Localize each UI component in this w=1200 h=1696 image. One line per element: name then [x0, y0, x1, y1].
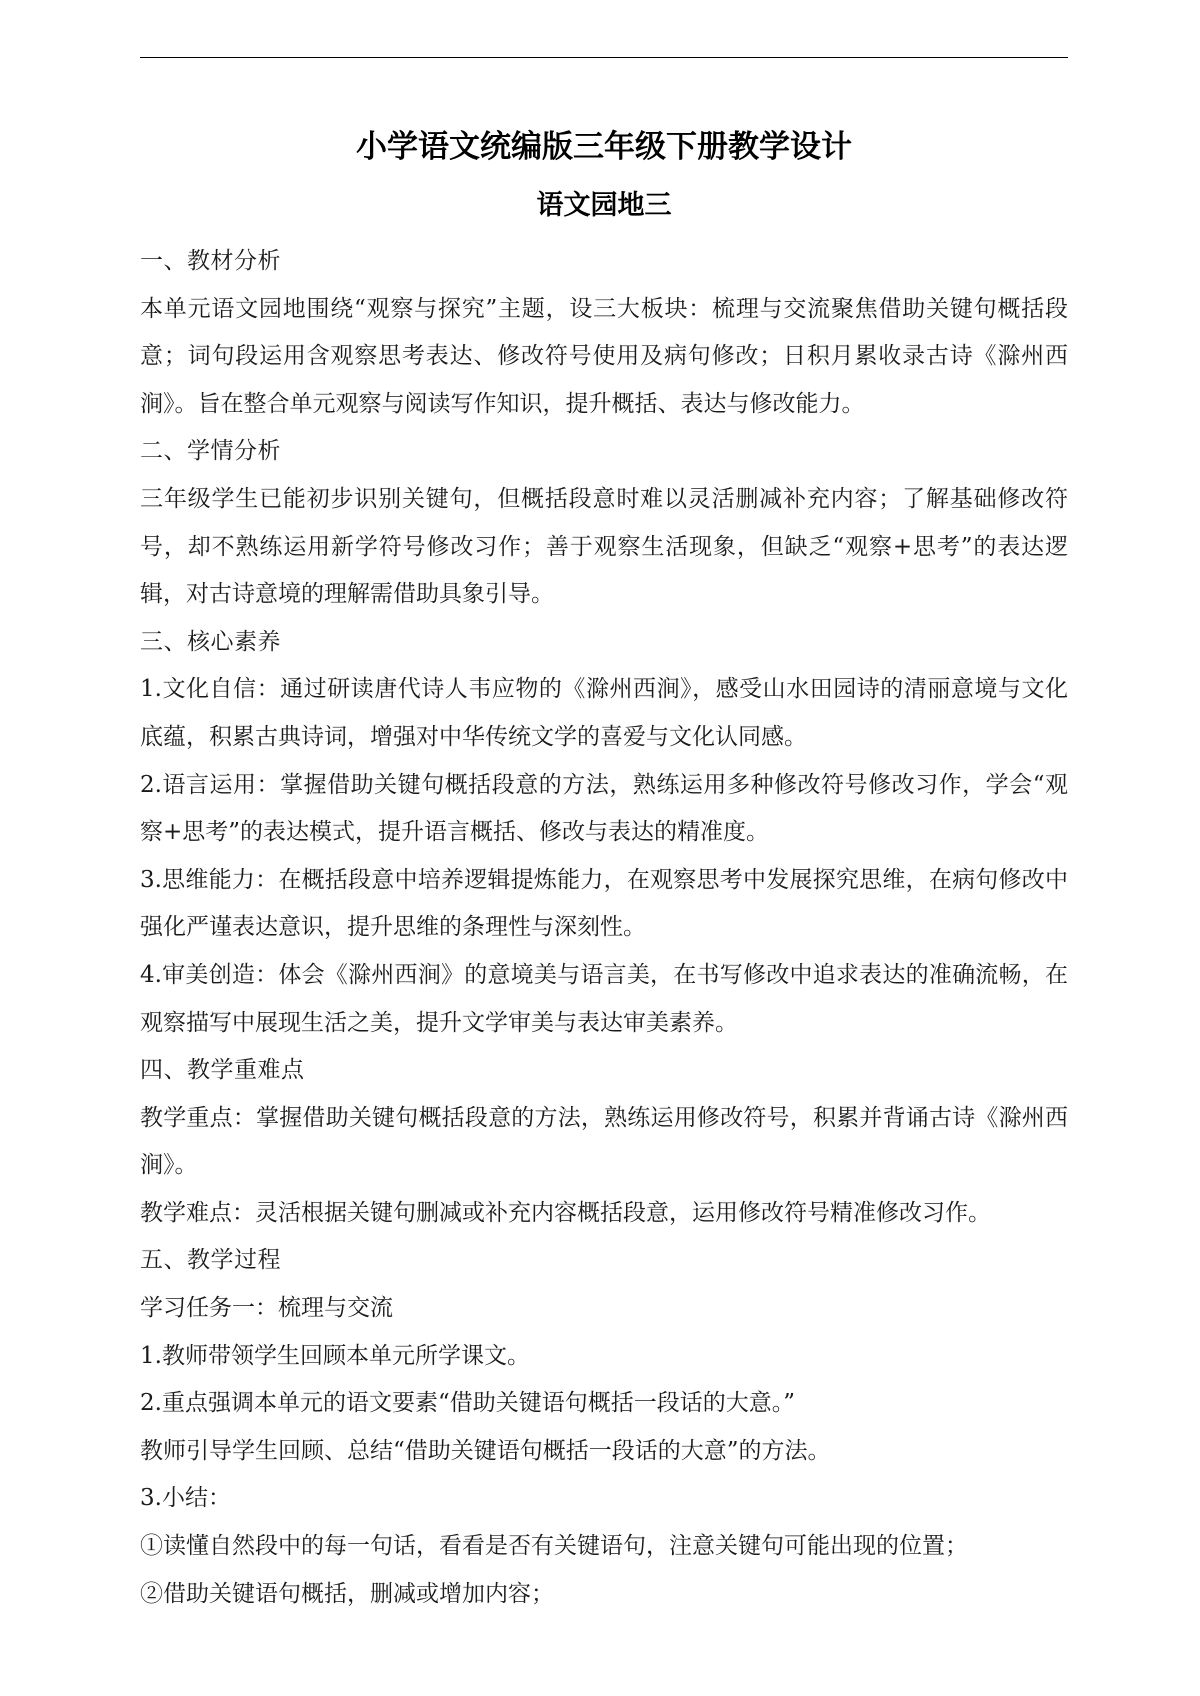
section-heading-core-literacy: 三、核心素养 — [140, 628, 281, 655]
paragraph-teaching-difficulty: 教学难点：灵活根据关键句删减或补充内容概括段意，运用修改符号精准修改习作。 — [140, 1199, 991, 1226]
paragraph-step-2: 2.重点强调本单元的语文要素“借助关键语句概括一段话的大意。” — [140, 1390, 795, 1417]
paragraph-textbook-analysis: 本单元语文园地围绕“观察与探究”主题，设三大板块：梳理与交流聚焦借助关键句概括段意；词句段运用含观察思考表达、修改符号使用及病句修改；日积月累收录古诗《滁州西涧》。旨在整合单元观察与阅读写作知识，提升概括、表达与修改能力。 — [140, 295, 1068, 417]
section-heading-teaching-process: 五、教学过程 — [140, 1247, 281, 1274]
section-heading-textbook-analysis: 一、教材分析 — [140, 248, 281, 274]
paragraph-task-one: 学习任务一：梳理与交流 — [140, 1295, 393, 1322]
section-heading-key-difficulties: 四、教学重难点 — [140, 1057, 305, 1084]
section-heading-student-analysis: 二、学情分析 — [140, 438, 281, 465]
document-content — [140, 118, 1068, 1618]
document-subtitle: 语文园地三 — [536, 190, 672, 221]
paragraph-step-1: 1.教师带领学生回顾本单元所学课文。 — [140, 1342, 530, 1369]
paragraph-teacher-guide: 教师引导学生回顾、总结“借助关键语句概括一段话的大意”的方法。 — [140, 1437, 831, 1464]
paragraph-summary-point-2: ②借助关键语句概括，删减或增加内容； — [140, 1580, 554, 1607]
paragraph-step-3: 3.小结： — [140, 1485, 231, 1512]
document-title: 小学语文统编版三年级下册教学设计 — [356, 129, 852, 165]
paragraph-cultural-confidence: 1.文化自信：通过研读唐代诗人韦应物的《滁州西涧》，感受山水田园诗的清丽意境与文化底蕴，积累古典诗词，增强对中华传统文学的喜爱与文化认同感。 — [140, 676, 1068, 750]
paragraph-teaching-focus: 教学重点：掌握借助关键句概括段意的方法，熟练运用修改符号，积累并背诵古诗《滁州西涧》。 — [140, 1104, 1068, 1179]
paragraph-student-analysis: 三年级学生已能初步识别关键句，但概括段意时难以灵活删减补充内容；了解基础修改符号，却不熟练运用新学符号修改习作；善于观察生活现象，但缺乏“观察+思考”的表达逻辑，对古诗意境的理解需借助具象引导。 — [140, 485, 1068, 608]
paragraph-aesthetic-creation: 4.审美创造：体会《滁州西涧》的意境美与语言美，在书写修改中追求表达的准确流畅，在观察描写中展现生活之美，提升文学审美与表达审美素养。 — [140, 961, 1068, 1036]
header-rule — [140, 57, 1068, 58]
document-body — [140, 238, 1068, 1618]
paragraph-summary-point-1: ①读懂自然段中的每一句话，看看是否有关键语句，注意关键句可能出现的位置； — [140, 1533, 968, 1560]
paragraph-thinking-ability: 3.思维能力：在概括段意中培养逻辑提炼能力，在观察思考中发展探究思维，在病句修改中强化严谨表达意识，提升思维的条理性与深刻性。 — [140, 866, 1068, 941]
paragraph-language-use: 2.语言运用：掌握借助关键句概括段意的方法，熟练运用多种修改符号修改习作，学会“观察+思考”的表达模式，提升语言概括、修改与表达的精准度。 — [140, 771, 1068, 846]
